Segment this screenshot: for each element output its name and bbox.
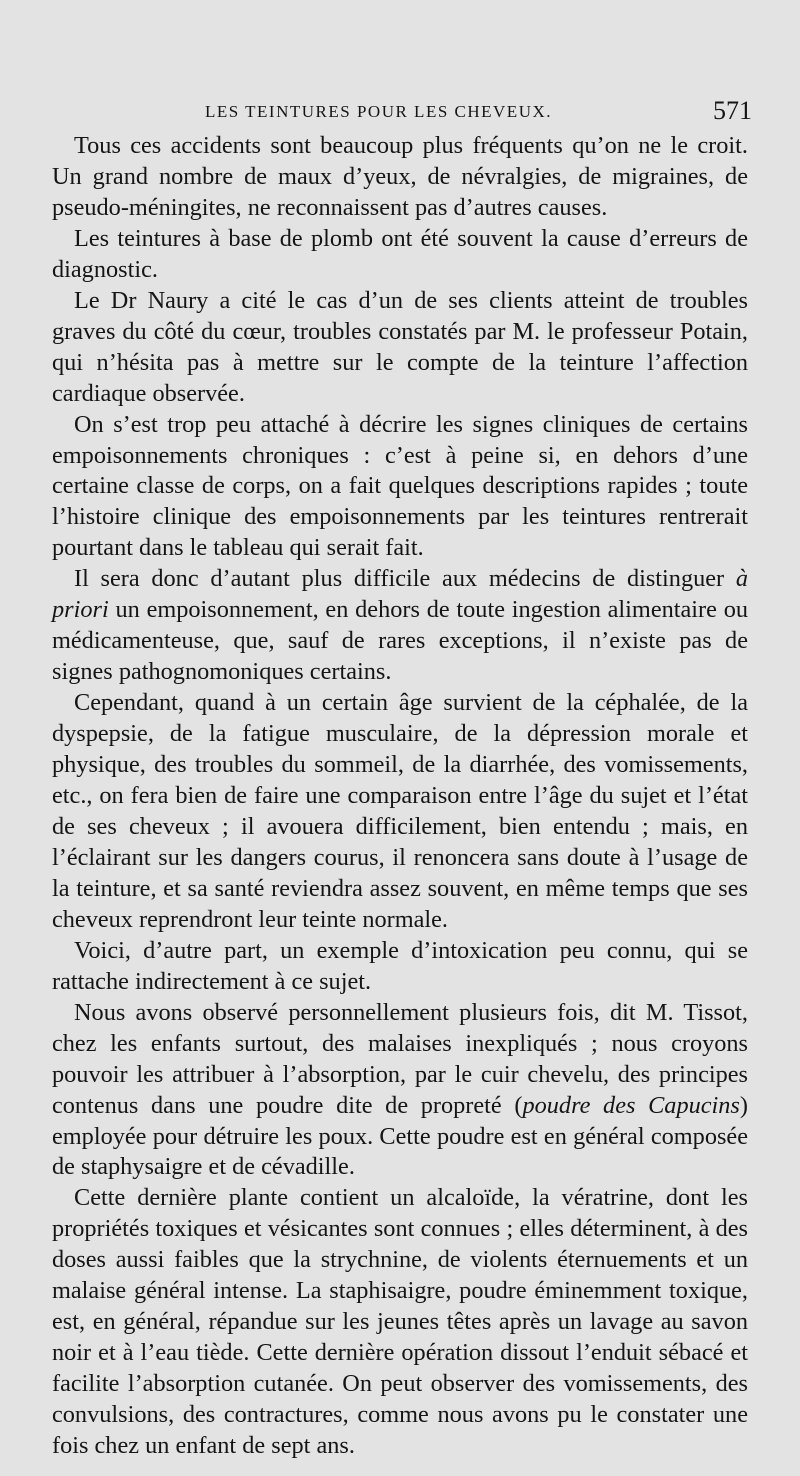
body-text xyxy=(52,131,748,1462)
text-segment: Le Dr Naury a cité le cas d’un de ses clients atteint de troubles graves du côté du cœur, troubles constatés par M. le professeur Potain, qui n’hésita pas à mettre sur le compte de la teinture l’affection cardiaque observée. xyxy=(52,286,748,407)
text-segment: Les teintures à base de plomb ont été souvent la cause d’erreurs de diagnostic. xyxy=(52,224,748,283)
paragraph xyxy=(52,688,748,936)
text-segment: On s’est trop peu attaché à décrire les signes cliniques de certains empoisonnements chroniques : c’est à peine si, en dehors d’une certaine classe de corps, on a fait quelques descriptions rapides ; toute l’histoire clinique des empoisonnements par les teintures rentrerait pourtant dans le tableau qui serait fait. xyxy=(52,410,748,562)
paragraph xyxy=(52,410,748,565)
page-header xyxy=(205,96,752,126)
italic-term: à priori xyxy=(52,565,748,624)
text-segment: un empoisonnement, en dehors de toute ingestion alimentaire ou médicamenteuse, que, sauf de rares exceptions, il n’existe pas de signes pathognomoniques certains. xyxy=(52,596,748,686)
running-title: LES TEINTURES POUR LES CHEVEUX. xyxy=(205,102,552,121)
paragraph xyxy=(52,286,748,410)
paragraph xyxy=(52,564,748,688)
paragraph xyxy=(52,1183,748,1462)
text-segment: Voici, d’autre part, un exemple d’intoxication peu connu, qui se rattache indirectement à ce sujet. xyxy=(52,936,748,995)
italic-term: poudre des Capucins xyxy=(522,1091,740,1119)
text-segment: Cependant, quand à un certain âge survient de la céphalée, de la dyspepsie, de la fatigue musculaire, de la dépression morale et physique, des troubles du sommeil, de la diarrhée, des vomissements, etc., on fera bien de faire une comparaison entre l’âge du sujet et l’état de ses cheveux ; il avouera difficilement, bien entendu ; mais, en l’éclairant sur les dangers courus, il renoncera sans doute à l’usage de la teinture, et sa santé reviendra assez souvent, en même temps que ses cheveux reprendront leur teinte normale. xyxy=(52,689,748,933)
page-number: 571 xyxy=(713,96,752,125)
paragraph xyxy=(52,936,748,998)
paragraph xyxy=(52,224,748,286)
text-segment: Cette dernière plante contient un alcaloïde, la vératrine, dont les propriétés toxiques et vésicantes sont connues ; elles déterminent, à des doses aussi faibles que la strychnine, de violents éternuements et un malaise général intense. La staphisaigre, poudre éminemment toxique, est, en général, répandue sur les jeunes têtes après un lavage au savon noir et à l’eau tiède. Cette dernière opération dissout l’enduit sébacé et facilite l’absorption cutanée. On peut observer des vomissements, des convulsions, des contractures, comme nous avons pu le constater une fois chez un enfant de sept ans. xyxy=(52,1184,748,1460)
paragraph xyxy=(52,131,748,224)
text-segment: Nous avons observé personnellement plusieurs fois, dit M. Tissot, chez les enfants surtout, des malaises inexpliqués ; nous croyons pouvoir les attribuer à l’absorption, par le cuir chevelu, des principes contenus dans une poudre dite de propreté ( xyxy=(52,998,748,1119)
text-segment: Il sera donc d’autant plus difficile aux médecins de distinguer xyxy=(74,565,736,593)
text-segment: ) employée pour détruire les poux. Cette poudre est en général composée de staphysaigre et de cévadille. xyxy=(52,1091,748,1181)
paragraph xyxy=(52,998,748,1184)
text-segment: Tous ces accidents sont beaucoup plus fréquents qu’on ne le croit. Un grand nombre de maux d’yeux, de névralgies, de migraines, de pseudo-méningites, ne reconnaissent pas d’autres causes. xyxy=(52,132,748,221)
